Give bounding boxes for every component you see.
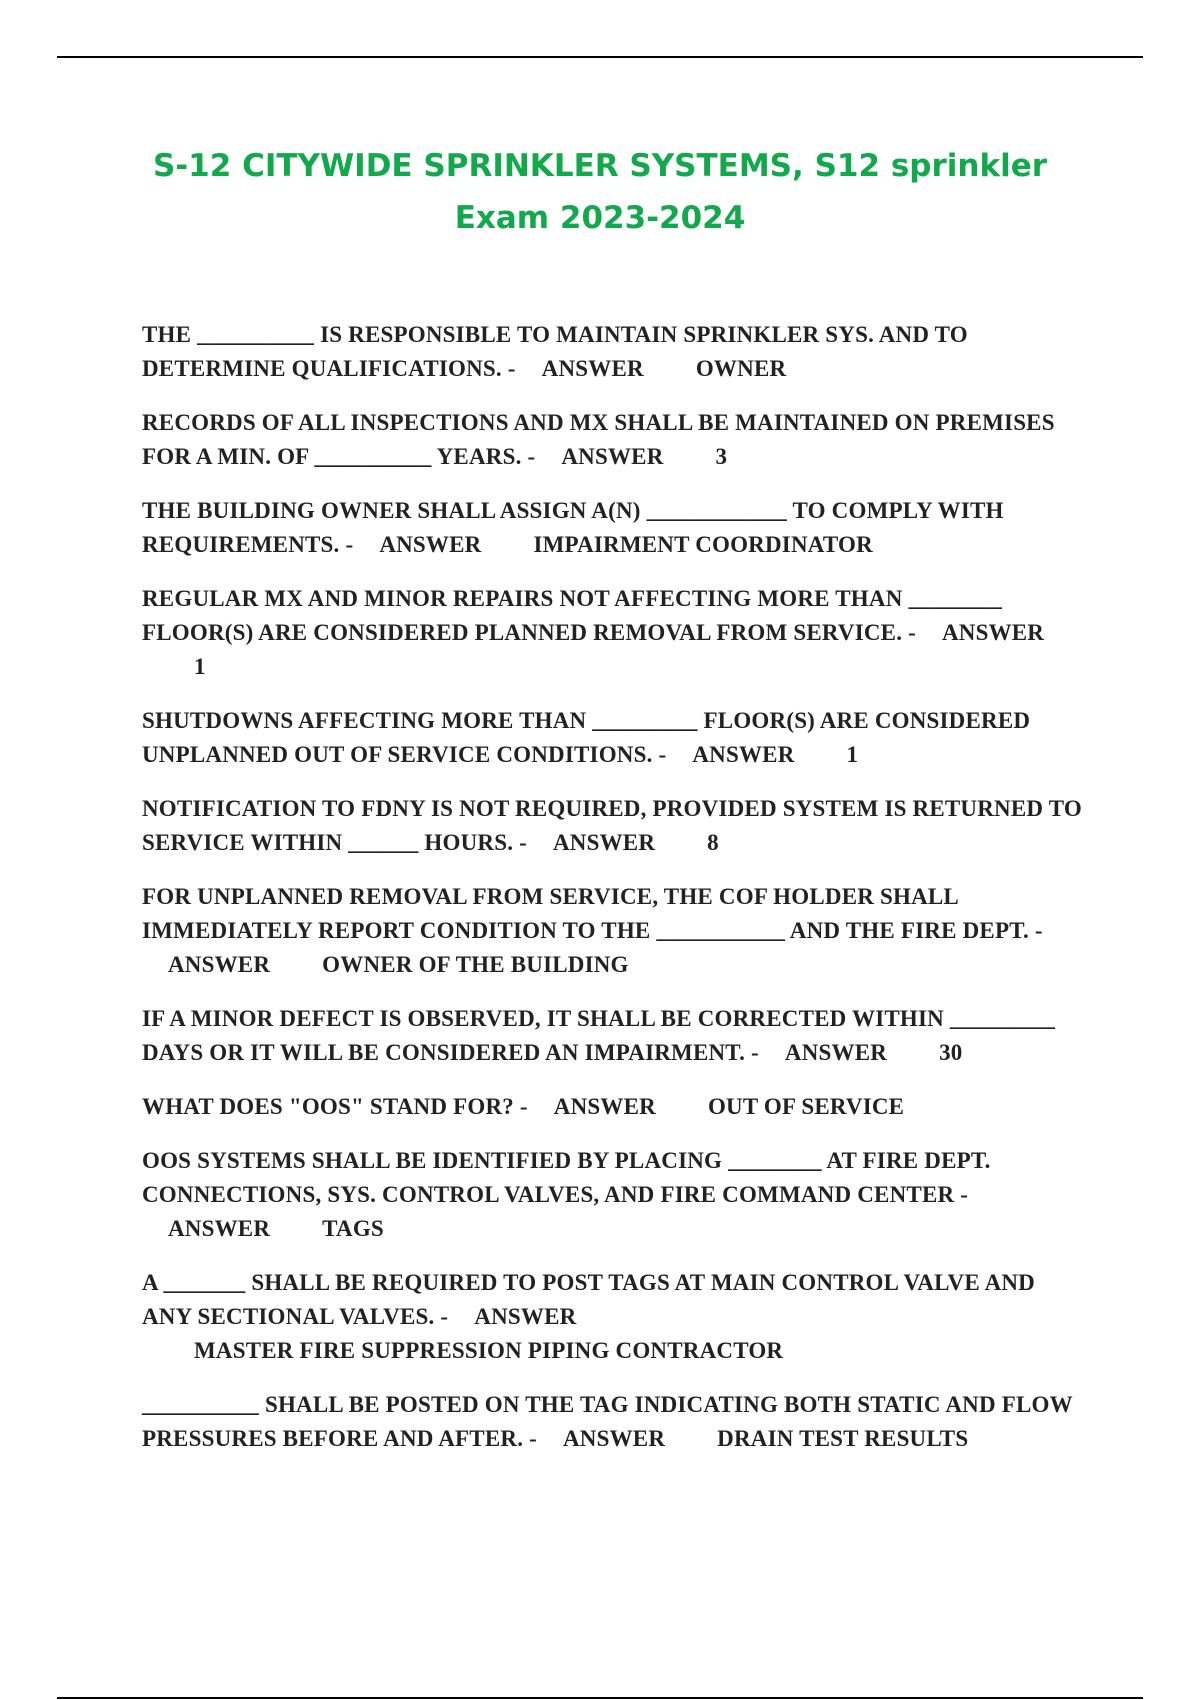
question-text: OOS SYSTEMS SHALL BE IDENTIFIED BY PLACING ________ AT FIRE DEPT. CONNECTIONS, SYS. CONTROL VALVES, AND FIRE COMMAND CENTER - [142,1148,991,1207]
question-item [142,1388,1082,1456]
question-item [142,880,1082,982]
question-item [142,704,1082,772]
question-text: WHAT DOES "OOS" STAND FOR? - [142,1094,528,1119]
answer-label: ANSWER [474,1304,577,1329]
bottom-divider [57,1697,1143,1699]
question-text: THE BUILDING OWNER SHALL ASSIGN A(N) ____________ TO COMPLY WITH REQUIREMENTS. - [142,498,1004,557]
answer-text: 1 [846,742,859,767]
question-text: REGULAR MX AND MINOR REPAIRS NOT AFFECTING MORE THAN ________ FLOOR(S) ARE CONSIDERED PLANNED REMOVAL FROM SERVICE. - [142,586,1003,645]
document-title [100,140,1100,244]
answer-text: IMPAIRMENT COORDINATOR [533,532,873,557]
answer-text: 30 [939,1040,963,1065]
answer-label: ANSWER [692,742,795,767]
answer-text: 8 [707,830,719,855]
answer-label: ANSWER [784,1040,888,1065]
answer-text: 1 [194,654,206,679]
question-text: IF A MINOR DEFECT IS OBSERVED, IT SHALL BE CORRECTED WITHIN _________ DAYS OR IT WILL BE CONSIDERED AN IMPAIRMENT. - [142,1006,1056,1065]
question-item [142,792,1082,860]
title-line-1: S-12 CITYWIDE SPRINKLER SYSTEMS, S12 sprinkler [152,148,1048,184]
answer-label: ANSWER [941,620,1045,645]
question-text: NOTIFICATION TO FDNY IS NOT REQUIRED, PROVIDED SYSTEM IS RETURNED TO SERVICE WITHIN ______ HOURS. - [142,796,1082,855]
question-item [142,494,1082,562]
answer-label: ANSWER [552,830,656,855]
question-item [142,1090,1082,1124]
question-list [142,318,1082,1476]
title-line-2: Exam 2023-2024 [454,200,746,236]
question-item [142,406,1082,474]
answer-text: MASTER FIRE SUPPRESSION PIPING CONTRACTOR [194,1338,784,1363]
question-text: RECORDS OF ALL INSPECTIONS AND MX SHALL BE MAINTAINED ON PREMISES FOR A MIN. OF __________ YEARS. - [142,410,1055,469]
question-text: A _______ SHALL BE REQUIRED TO POST TAGS AT MAIN CONTROL VALVE AND ANY SECTIONAL VALVES. - [142,1270,1035,1329]
question-item [142,318,1082,386]
answer-label: ANSWER [553,1094,656,1119]
answer-label: ANSWER [541,356,644,381]
answer-label: ANSWER [168,1216,271,1241]
answer-label: ANSWER [168,952,271,977]
answer-text: OUT OF SERVICE [707,1094,905,1119]
top-divider [57,56,1143,58]
question-item [142,1002,1082,1070]
answer-label: ANSWER [561,444,664,469]
question-text: THE __________ IS RESPONSIBLE TO MAINTAIN SPRINKLER SYS. AND TO DETERMINE QUALIFICATIONS. - [142,322,968,381]
answer-text: OWNER [695,356,787,381]
answer-text: OWNER OF THE BUILDING [322,952,629,977]
answer-label: ANSWER [379,532,482,557]
question-item [142,1266,1082,1368]
answer-text: DRAIN TEST RESULTS [717,1426,969,1451]
answer-text: 3 [715,444,728,469]
answer-label: ANSWER [562,1426,666,1451]
answer-text: TAGS [322,1216,384,1241]
question-item [142,582,1082,684]
question-text: __________ SHALL BE POSTED ON THE TAG INDICATING BOTH STATIC AND FLOW PRESSURES BEFORE AND AFTER. - [142,1392,1073,1451]
question-text: FOR UNPLANNED REMOVAL FROM SERVICE, THE COF HOLDER SHALL IMMEDIATELY REPORT CONDITION TO THE ___________ AND THE FIRE DEPT. - [142,884,1043,943]
question-text: SHUTDOWNS AFFECTING MORE THAN _________ FLOOR(S) ARE CONSIDERED UNPLANNED OUT OF SERVICE CONDITIONS. - [142,708,1031,767]
question-item [142,1144,1082,1246]
